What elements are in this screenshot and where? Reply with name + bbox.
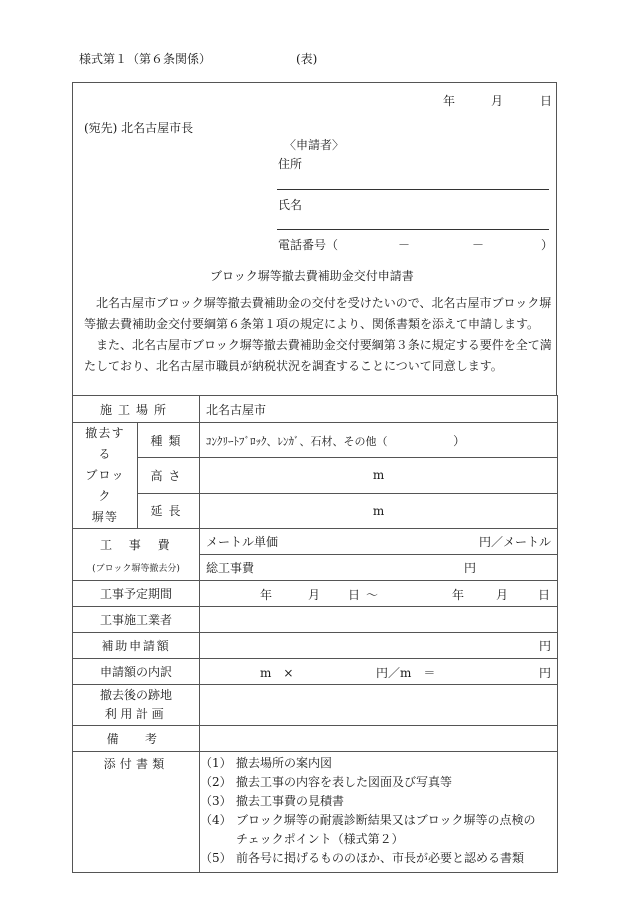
subsidy-amount-cell[interactable] bbox=[200, 633, 558, 659]
remarks-value[interactable] bbox=[200, 726, 558, 752]
schedule-start-year: 年 bbox=[260, 587, 273, 602]
body-paragraph-1: 北名古屋市ブロック塀等撤去費補助金の交付を受けたいので、北名古屋市ブロック塀等撤去費補助金交付要綱第６条第１項の規定により、関係書類を添えて申請します。 bbox=[84, 296, 552, 331]
land-use-label bbox=[73, 685, 200, 726]
site-label: 施工場所 bbox=[73, 396, 200, 423]
addressee: (宛先) 北名古屋市長 bbox=[84, 121, 194, 135]
contractor-value[interactable] bbox=[200, 607, 558, 633]
name-label: 氏名 bbox=[278, 198, 303, 212]
attachment-num: （3） bbox=[200, 794, 232, 808]
height-label: 高さ bbox=[138, 458, 200, 493]
schedule-start-day: 日 bbox=[348, 587, 361, 602]
attachment-text: 撤去工事費の見積書 bbox=[236, 794, 345, 808]
attachment-item bbox=[200, 792, 557, 811]
schedule-tilde: ～ bbox=[366, 587, 379, 602]
attachment-text: チェックポイント（様式第２） bbox=[236, 832, 404, 846]
schedule-label: 工事予定期間 bbox=[73, 581, 200, 607]
height-cell[interactable] bbox=[200, 458, 558, 493]
phone-close: ） bbox=[541, 238, 554, 252]
wall-group-line-2: ブロック bbox=[85, 468, 125, 503]
breakdown-label: 申請額の内訳 bbox=[73, 659, 200, 685]
schedule-end-day: 日 bbox=[538, 587, 551, 602]
wall-group-label bbox=[73, 423, 138, 529]
attachment-text: ブロック塀等の耐震診断結果又はブロック塀等の点検の bbox=[236, 813, 536, 827]
remarks-label: 備考 bbox=[73, 726, 200, 752]
address-line[interactable] bbox=[277, 189, 549, 190]
breakdown-yen: 円 bbox=[539, 665, 552, 680]
attachment-num: （5） bbox=[200, 851, 232, 865]
attachment-num: （1） bbox=[200, 756, 232, 770]
attachment-item bbox=[200, 849, 557, 868]
unit-price-cell[interactable] bbox=[200, 529, 558, 555]
attachment-text: 前各号に掲げるもののほか、市長が必要と認める書類 bbox=[236, 851, 525, 865]
total-cost-label: 総工事費 bbox=[206, 561, 255, 575]
kind-value: ｺﾝｸﾘｰﾄﾌﾞﾛｯｸ、ﾚﾝｶﾞ、石材、その他（ bbox=[206, 434, 388, 448]
schedule-start-month: 月 bbox=[308, 587, 321, 602]
attachment-item bbox=[200, 754, 557, 773]
date-month: 月 bbox=[491, 94, 504, 108]
attachment-num: （2） bbox=[200, 775, 232, 789]
applicant-label: 〈申請者〉 bbox=[284, 138, 345, 152]
phone-label: 電話番号（ bbox=[278, 238, 339, 252]
length-cell[interactable] bbox=[200, 493, 558, 528]
schedule-cell[interactable] bbox=[200, 581, 558, 607]
site-value[interactable]: 北名古屋市 bbox=[200, 396, 558, 423]
land-use-value[interactable] bbox=[200, 685, 558, 726]
phone-dash-1: － bbox=[398, 238, 411, 252]
schedule-end-month: 月 bbox=[496, 587, 509, 602]
subsidy-amount-label: 補助申請額 bbox=[73, 633, 200, 659]
date-year: 年 bbox=[443, 94, 456, 108]
height-unit: m bbox=[372, 468, 385, 483]
name-line[interactable] bbox=[277, 229, 549, 230]
kind-label: 種類 bbox=[138, 423, 200, 458]
wall-group-line-1: 撤去する bbox=[85, 426, 125, 461]
form-side-label: (表) bbox=[296, 52, 318, 66]
unit-price-label: メートル単価 bbox=[206, 535, 279, 549]
land-use-line-2: 利用計画 bbox=[104, 707, 168, 721]
phone-dash-2: － bbox=[472, 238, 485, 252]
date-day: 日 bbox=[540, 94, 553, 108]
length-label: 延長 bbox=[138, 493, 200, 528]
address-label: 住所 bbox=[278, 157, 303, 171]
total-cost-cell[interactable] bbox=[200, 555, 558, 581]
form-number: 様式第１（第６条関係） bbox=[79, 52, 212, 66]
kind-cell[interactable] bbox=[200, 423, 558, 458]
body-text bbox=[84, 293, 552, 377]
breakdown-yen-per-m: 円／m ＝ bbox=[376, 665, 436, 680]
breakdown-m-times: m × bbox=[260, 665, 294, 680]
cost-label: 工事費 bbox=[100, 537, 187, 552]
form-title: ブロック塀等撤去費補助金交付申請書 bbox=[210, 269, 414, 283]
attachment-item bbox=[200, 811, 557, 830]
attachment-num: （4） bbox=[200, 813, 232, 827]
cost-sublabel: (ブロック塀等撤去分) bbox=[92, 563, 180, 574]
attachment-num bbox=[200, 830, 236, 849]
attachment-item bbox=[200, 830, 557, 849]
total-cost-unit: 円 bbox=[464, 561, 477, 575]
schedule-end-year: 年 bbox=[452, 587, 465, 602]
attachment-text: 撤去工事の内容を表した図面及び写真等 bbox=[236, 775, 453, 789]
application-table bbox=[72, 395, 558, 873]
subsidy-amount-unit: 円 bbox=[539, 639, 552, 653]
attachment-item bbox=[200, 773, 557, 792]
kind-close: ） bbox=[453, 433, 466, 448]
attachment-text: 撤去場所の案内図 bbox=[236, 756, 333, 770]
land-use-line-1: 撤去後の跡地 bbox=[100, 688, 173, 702]
cost-label-cell bbox=[73, 529, 200, 581]
body-paragraph-2: また、北名古屋市ブロック塀等撤去費補助金交付要綱第３条に規定する要件を全て満たしており、北名古屋市職員が納税状況を調査することについて同意します。 bbox=[84, 338, 552, 373]
attachments-label: 添付書類 bbox=[73, 752, 200, 873]
length-unit: m bbox=[372, 503, 385, 518]
wall-group-line-3: 塀等 bbox=[91, 510, 119, 524]
unit-price-unit: 円／メートル bbox=[479, 535, 552, 549]
attachments-list bbox=[200, 752, 558, 873]
breakdown-cell[interactable] bbox=[200, 659, 558, 685]
contractor-label: 工事施工業者 bbox=[73, 607, 200, 633]
